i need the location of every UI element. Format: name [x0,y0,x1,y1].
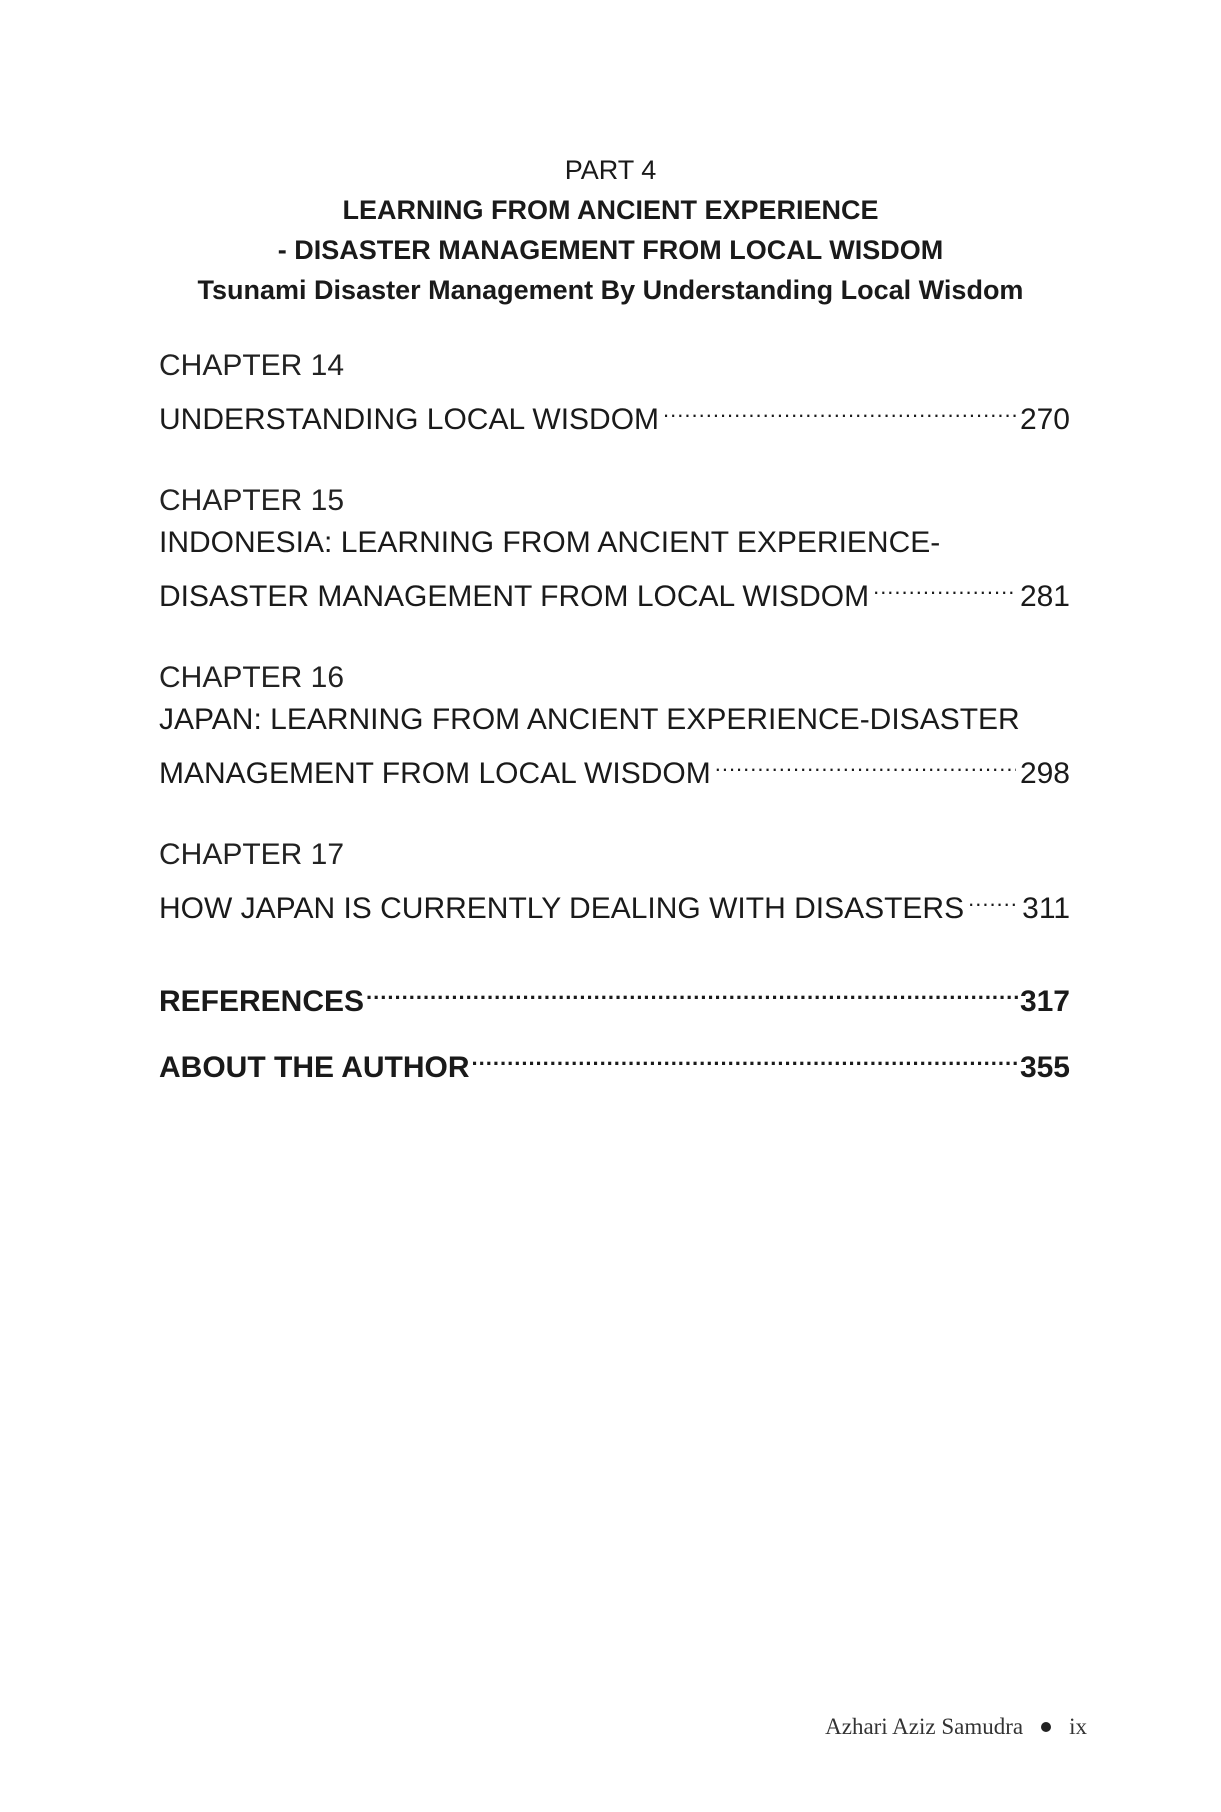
entry-title: ABOUT THE AUTHOR [159,1051,470,1084]
page-number: 281 [1019,580,1070,613]
toc-entry-references[interactable] [159,969,1070,1023]
part-title-line-1: LEARNING FROM ANCIENT EXPERIENCE [342,195,879,225]
toc-entry[interactable] [159,564,1070,618]
leader-dots [968,876,1018,918]
page-footer [825,1712,1087,1742]
chapter-label: CHAPTER 14 [159,349,345,382]
part-title-line-2: - DISASTER MANAGEMENT FROM LOCAL WISDOM [277,235,944,265]
chapter-label: CHAPTER 17 [159,838,345,871]
toc-entry[interactable] [159,876,1070,930]
toc-chapter-16 [159,657,1070,795]
footer-author: Azhari Aziz Samudra [825,1714,1024,1739]
leader-dots [366,969,1018,1011]
chapter-label: CHAPTER 16 [159,661,345,694]
toc-entry-about-the-author[interactable] [159,1035,1070,1089]
table-of-contents [159,345,1070,1101]
chapter-title: UNDERSTANDING LOCAL WISDOM [159,403,660,436]
toc-chapter-15 [159,480,1070,618]
chapter-label: CHAPTER 15 [159,484,345,517]
toc-chapter-14 [159,345,1070,441]
page-number: 311 [1022,892,1070,925]
footer-page-number: ix [1069,1714,1087,1739]
leader-dots [472,1035,1018,1077]
leader-dots [715,741,1016,783]
toc-entry[interactable] [159,387,1070,441]
chapter-title: MANAGEMENT FROM LOCAL WISDOM [159,757,711,790]
part-subtitle: Tsunami Disaster Management By Understanding Local Wisdom [197,275,1024,305]
backmatter-section [159,969,1070,1089]
chapter-title: HOW JAPAN IS CURRENTLY DEALING WITH DISASTERS [159,892,965,925]
page-number: 317 [1019,985,1070,1018]
page-number: 355 [1019,1051,1070,1084]
page-number: 270 [1019,403,1070,436]
chapter-title: DISASTER MANAGEMENT FROM LOCAL WISDOM [159,580,870,613]
part-header [0,150,1221,310]
page-number: 298 [1019,757,1070,790]
leader-dots [873,564,1016,606]
bullet-icon [1041,1722,1051,1732]
leader-dots [663,387,1016,429]
chapter-title-line: JAPAN: LEARNING FROM ANCIENT EXPERIENCE-DISASTER [159,703,1020,736]
toc-chapter-17 [159,834,1070,930]
chapter-title-line: INDONESIA: LEARNING FROM ANCIENT EXPERIENCE- [159,526,941,559]
entry-title: REFERENCES [159,985,365,1018]
toc-entry[interactable] [159,741,1070,795]
part-label: PART 4 [564,155,657,185]
